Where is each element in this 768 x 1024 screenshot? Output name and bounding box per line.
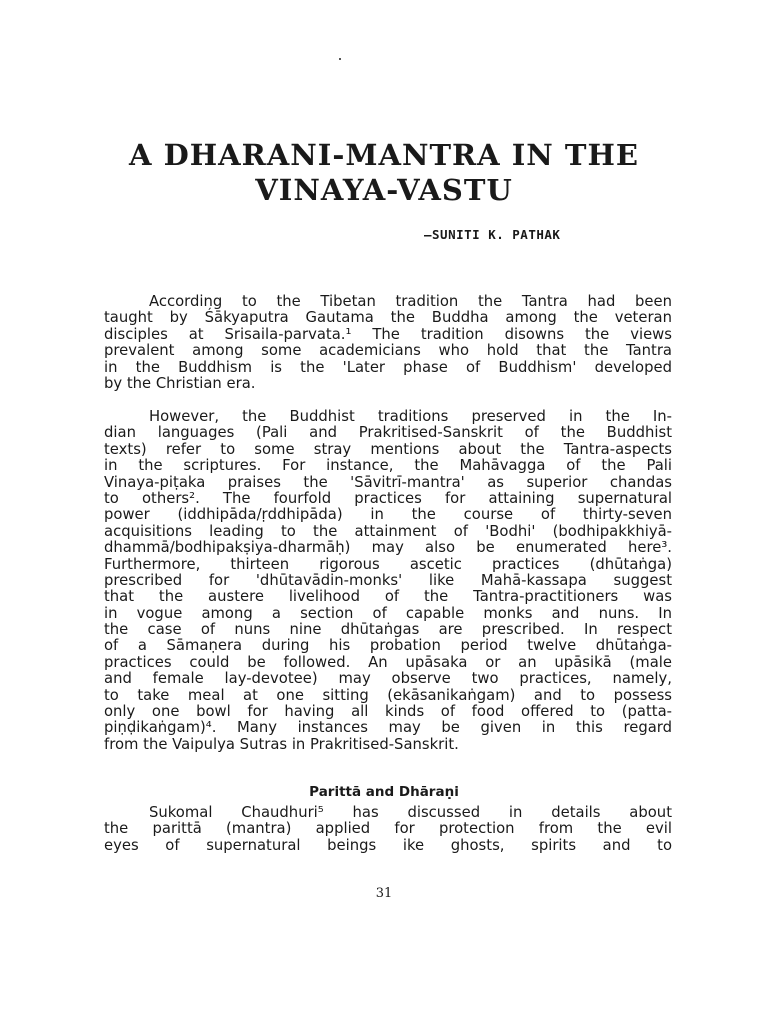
text-line: that the austere livelihood of the Tantra-practitioners was [104,588,672,606]
text-line: to others². The fourfold practices for attaining supernatural [104,489,672,507]
text-line: However, the Buddhist traditions preserved in the In- [149,408,672,425]
text-line: piṇḍikaṅgam)⁴. Many instances may be given in this regard [104,719,672,737]
text-line: prevalent among some academicians who hold that the Tantra [104,342,672,360]
page-number: 31 [375,886,393,901]
text-line: from the Vaipulya Sutras in Prakritised-Sanskrit. [104,735,459,753]
text-line: the parittā (mantra) applied for protection from the evil [104,820,672,838]
text-line: prescribed for 'dhūtavādin-monks' like Mahā-kassapa suggest [104,571,672,589]
author-byline: —SUNITI K. PATHAK [424,227,561,242]
paragraph-2 [104,409,672,753]
text-line: Sukomal Chaudhuri⁵ has discussed in details about [149,804,672,821]
text-line: dian languages (Pali and Prakritised-Sanskrit of the Buddhist [104,424,672,442]
text-line: eyes of supernatural beings ike ghosts, spirits and to [104,836,672,854]
text-line: taught by Śākyaputra Gautama the Buddha among the veteran [104,309,672,327]
article-title-line-2: VINAYA-VASTU [255,173,513,207]
text-line: and female lay-devotee) may observe two practices, namely, [104,670,672,688]
text-line: Furthermore, thirteen rigorous ascetic practices (dhūtaṅga) [104,555,672,573]
text-line: of a Sāmaṇera during his probation period twelve dhūtaṅga- [104,637,672,655]
text-line: power (iddhipāda/ṛddhipāda) in the course of thirty-seven [104,506,672,524]
text-line: Vinaya-piṭaka praises the 'Sāvitrī-mantra' as superior chandas [104,473,672,491]
speck-mark [339,58,341,60]
text-line: in the Buddhism is the 'Later phase of Buddhism' developed [104,358,672,376]
text-line: texts) refer to some stray mentions about the Tantra-aspects [104,440,672,458]
text-line: in the scriptures. For instance, the Mahāvagga of the Pali [104,457,672,475]
paragraph-3 [104,805,672,854]
text-line: to take meal at one sitting (ekāsanikaṅgam) and to possess [104,686,672,704]
text-line: According to the Tibetan tradition the Tantra had been [149,293,672,310]
text-line: the case of nuns nine dhūtaṅgas are prescribed. In respect [104,621,672,639]
paragraph-1 [104,294,672,392]
article-title-line-1: A DHARANI-MANTRA IN THE [129,138,639,172]
text-line: disciples at Srisaila-parvata.¹ The tradition disowns the views [104,325,672,343]
text-line: in vogue among a section of capable monks and nuns. In [104,604,672,622]
text-line: only one bowl for having all kinds of food offered to (patta- [104,703,672,721]
text-line: dhammā/bodhipakṣiya-dharmāḥ) may also be enumerated here³. [104,539,672,557]
section-heading: Parittā and Dhāraṇi [309,784,459,801]
text-line: acquisitions leading to the attainment of 'Bodhi' (bodhipakkhiyā- [104,522,672,540]
text-line: practices could be followed. An upāsaka or an upāsikā (male [104,653,672,671]
text-line: by the Christian era. [104,374,256,392]
